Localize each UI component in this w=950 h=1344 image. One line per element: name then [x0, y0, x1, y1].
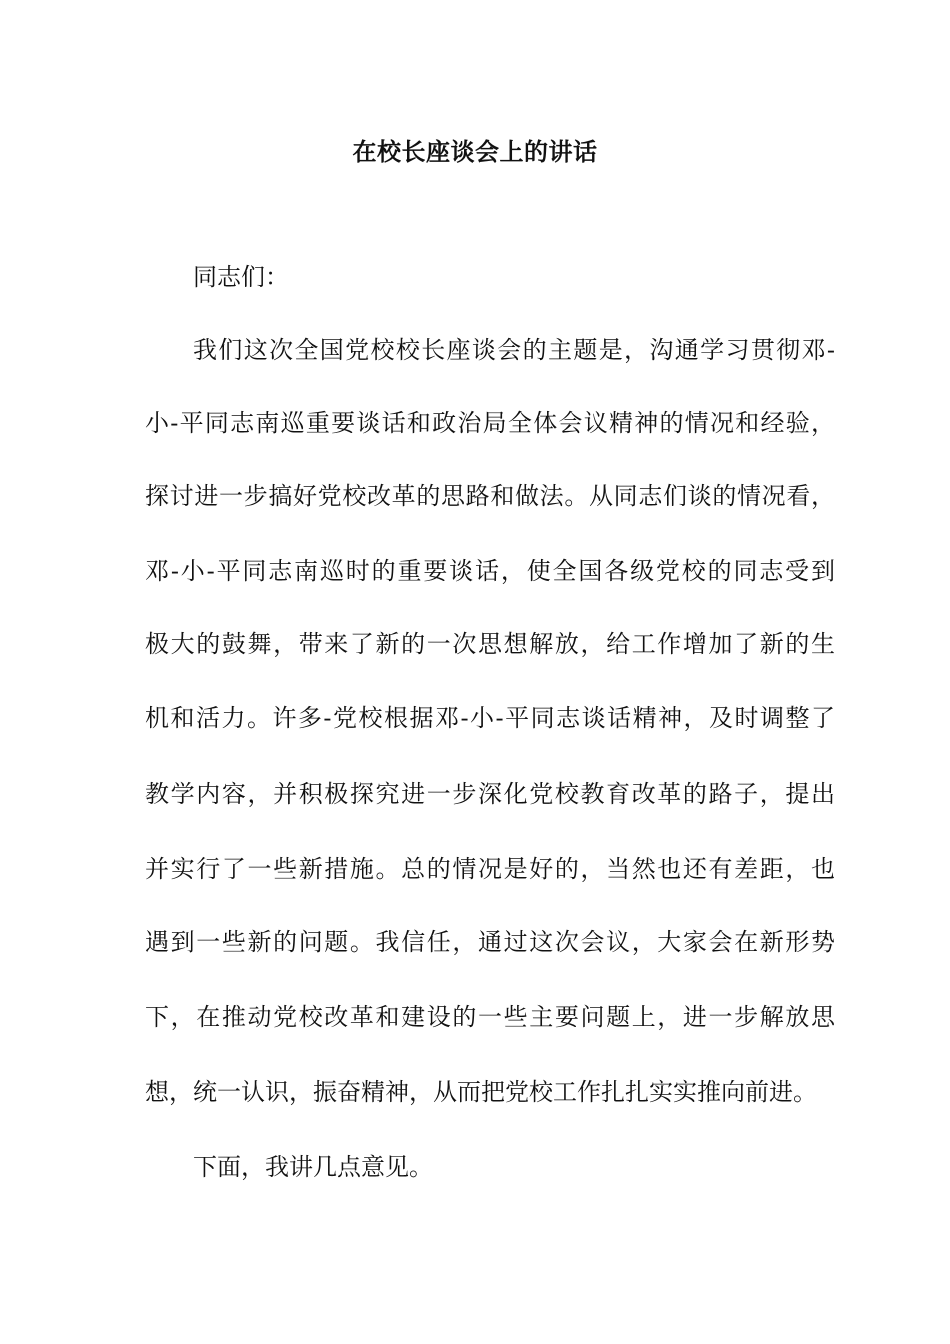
paragraph-line: 小-平同志南巡重要谈话和政治局全体会议精神的情况和经验，	[145, 409, 835, 437]
paragraph-line: 极大的鼓舞，带来了新的一次思想解放，给工作增加了新的生	[145, 630, 835, 658]
paragraph-line: 机和活力。许多-党校根据邓-小-平同志谈话精神，及时调整了	[145, 704, 835, 732]
paragraph-line: 想，统一认识，振奋精神，从而把党校工作扎扎实实推向前进。	[145, 1078, 817, 1106]
document-title: 在校长座谈会上的讲话	[352, 137, 598, 166]
paragraph-line: 下，在推动党校改革和建设的一些主要问题上，进一步解放思	[145, 1003, 835, 1031]
paragraph-line: 邓-小-平同志南巡时的重要谈话，使全国各级党校的同志受到	[145, 557, 835, 585]
paragraph-line: 教学内容，并积极探究进一步深化党校教育改革的路子，提出	[145, 780, 835, 808]
paragraph: 下面，我讲几点意见。	[193, 1153, 433, 1181]
salutation: 同志们：	[193, 263, 289, 291]
paragraph-line: 遇到一些新的问题。我信任，通过这次会议，大家会在新形势	[145, 928, 835, 956]
paragraph-line: 探讨进一步搞好党校改革的思路和做法。从同志们谈的情况看，	[145, 482, 835, 510]
paragraph-line: 并实行了一些新措施。总的情况是好的，当然也还有差距，也	[145, 855, 835, 883]
paragraph-line: 我们这次全国党校校长座谈会的主题是，沟通学习贯彻邓-	[193, 336, 835, 364]
